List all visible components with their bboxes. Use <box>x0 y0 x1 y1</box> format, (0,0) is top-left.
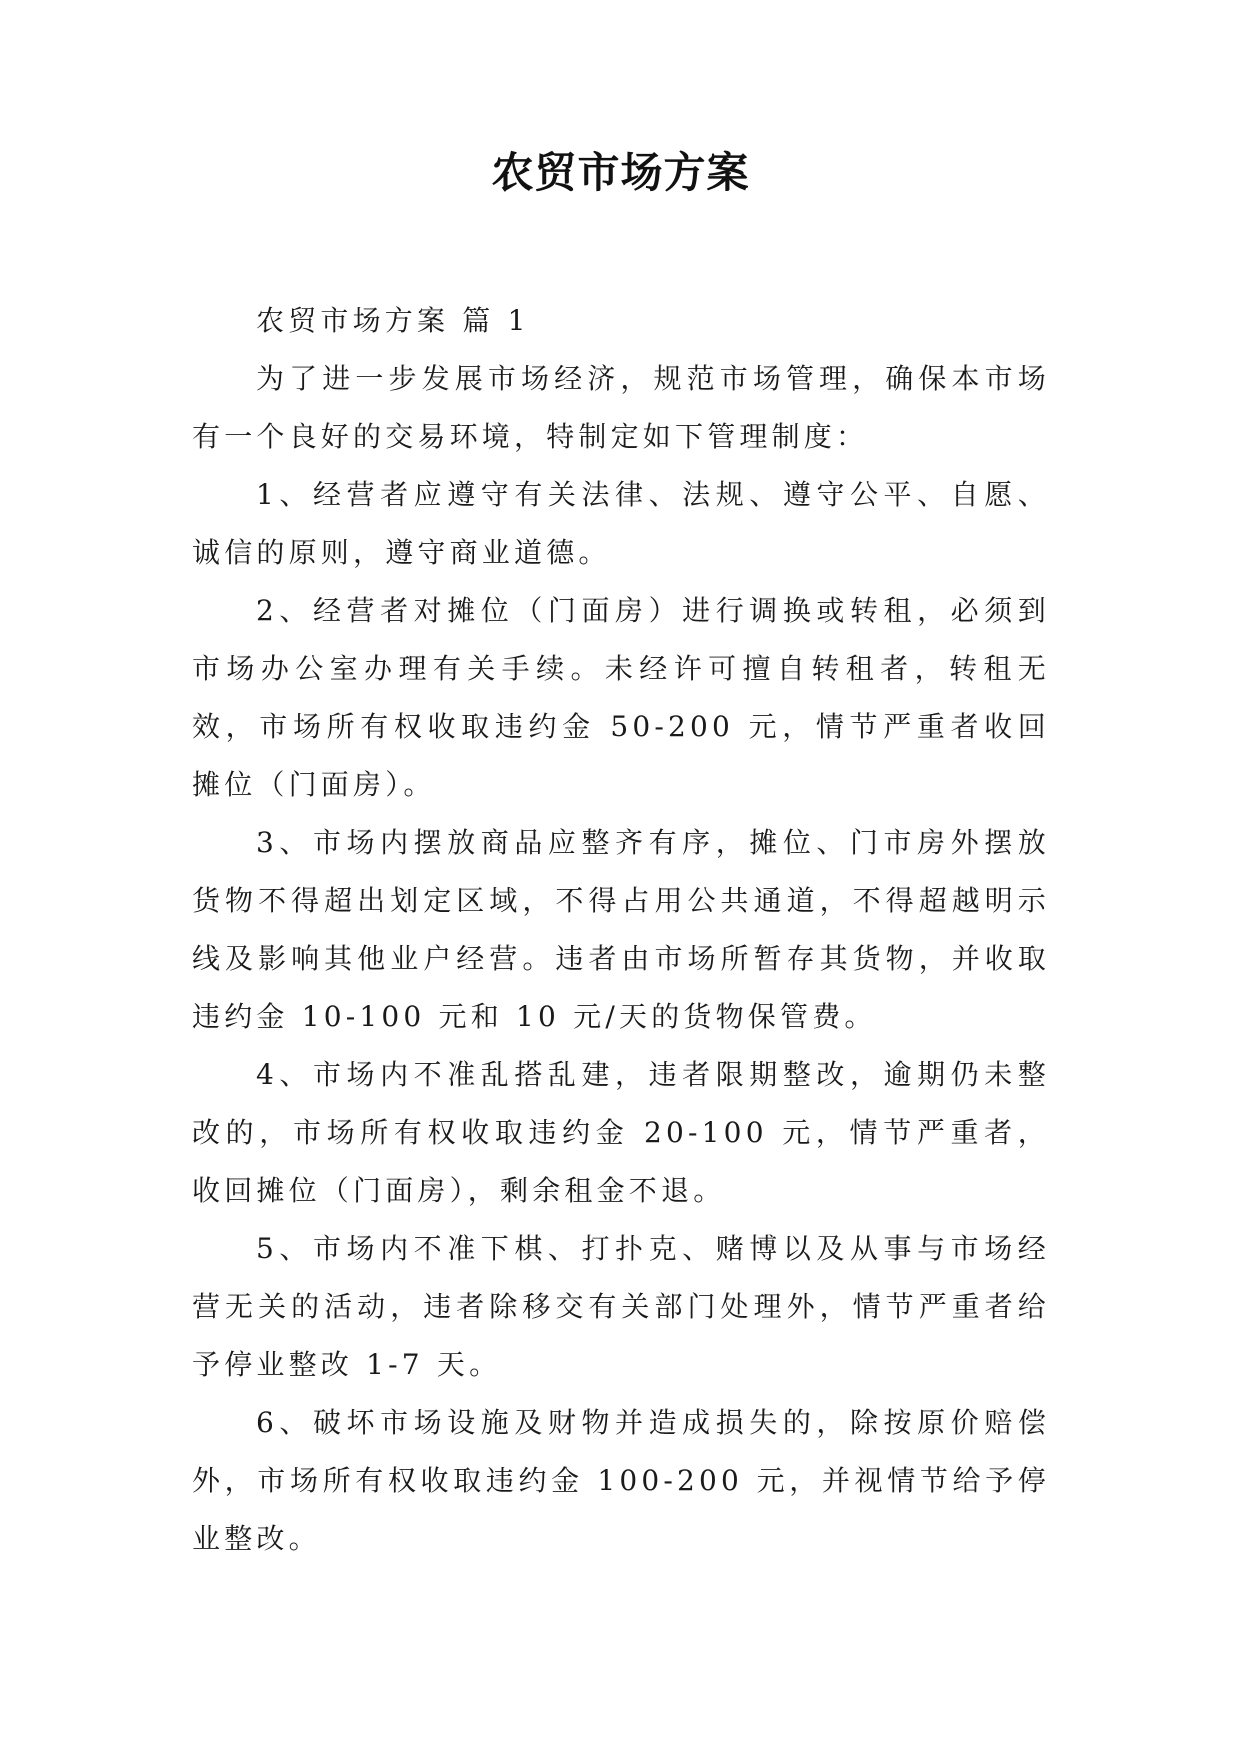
paragraph-rule-3: 3、市场内摆放商品应整齐有序，摊位、门市房外摆放货物不得超出划定区域，不得占用公共通道，不得超越明示线及影响其他业户经营。违者由市场所暂存其货物，并收取违约金 10-100 元和 10 元/天的货物保管费。 <box>192 826 1050 1033</box>
document-body <box>192 292 1050 1568</box>
paragraph-rule-6: 6、破坏市场设施及财物并造成损失的，除按原价赔偿外，市场所有权收取违约金 100-200 元，并视情节给予停业整改。 <box>192 1406 1050 1555</box>
paragraph-rule-1: 1、经营者应遵守有关法律、法规、遵守公平、自愿、诚信的原则，遵守商业道德。 <box>192 478 1050 569</box>
paragraph-rule-4: 4、市场内不准乱搭乱建，违者限期整改，逾期仍未整改的，市场所有权收取违约金 20-100 元，情节严重者，收回摊位（门面房），剩余租金不退。 <box>192 1058 1050 1207</box>
document-title: 农贸市场方案 <box>491 148 750 197</box>
paragraph-rule-5: 5、市场内不准下棋、打扑克、赌博以及从事与市场经营无关的活动，违者除移交有关部门处理外，情节严重者给予停业整改 1-7 天。 <box>192 1232 1050 1381</box>
section-heading: 农贸市场方案 篇 1 <box>256 304 530 337</box>
paragraph-intro: 为了进一步发展市场经济，规范市场管理，确保本市场有一个良好的交易环境，特制定如下管理制度： <box>192 362 1050 453</box>
paragraph-rule-2: 2、经营者对摊位（门面房）进行调换或转租，必须到市场办公室办理有关手续。未经许可擅自转租者，转租无效，市场所有权收取违约金 50-200 元，情节严重者收回摊位（门面房）。 <box>192 594 1050 801</box>
